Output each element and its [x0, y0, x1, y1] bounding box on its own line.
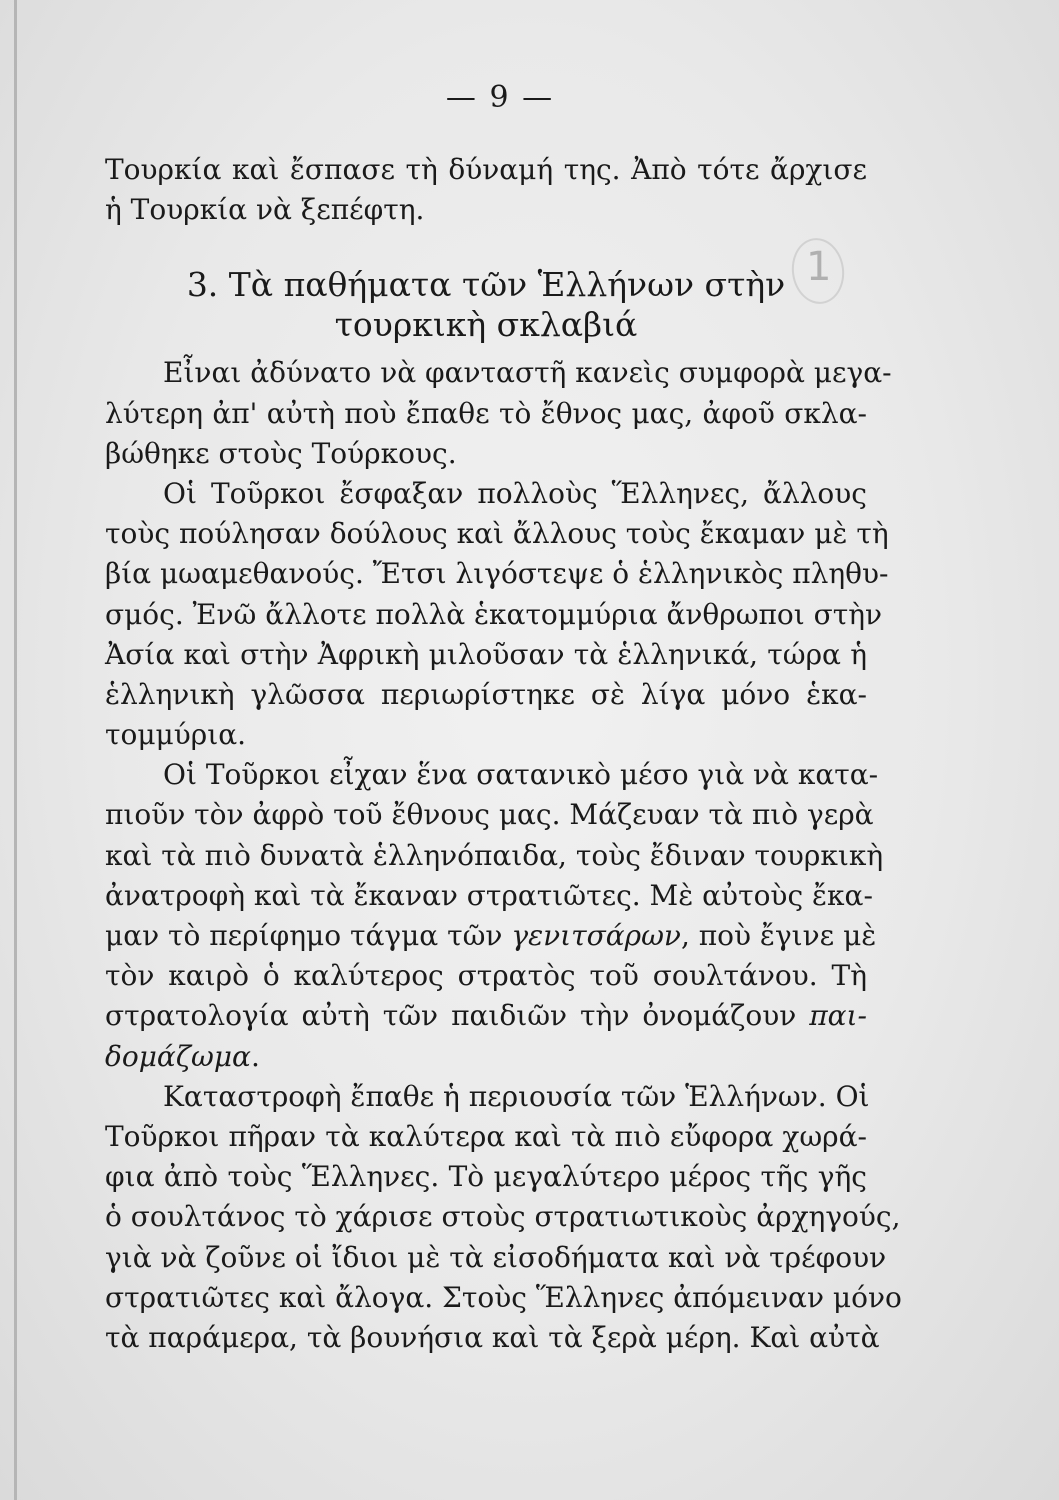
page-edge: [14, 0, 17, 1500]
text-line: Οἱ Τοῦρκοι ἔσφαξαν πολλοὺς Ἕλληνες, ἄλλους: [163, 476, 867, 510]
section-heading: τουρκικὴ σκλαβιά: [334, 305, 638, 345]
paragraph-2: [105, 474, 889, 755]
italic-term: δομάζωμα: [105, 1039, 251, 1073]
page-number: — 9 —: [445, 80, 555, 115]
text-span: στρατολογία αὐτὴ τῶν παιδιῶν τὴν ὀνομάζουν: [105, 999, 810, 1033]
text-span: μαν τὸ περίφημο τάγμα τῶν: [105, 919, 512, 952]
text-span: , ποὺ ἔγινε μὲ: [680, 919, 877, 952]
text-line: [105, 1037, 867, 1077]
text-line: βώθηκε στοὺς Τούρκους.: [105, 436, 457, 470]
text-line: γιὰ νὰ ζοῦνε οἱ ἴδιοι μὲ τὰ εἰσοδήματα καὶ νὰ τρέφουν: [105, 1240, 887, 1274]
text-line: καὶ τὰ πιὸ δυνατὰ ἑλληνόπαιδα, τοὺς ἔδιναν τουρκικὴ: [105, 838, 884, 872]
text-line: στρατιῶτες καὶ ἄλογα. Στοὺς Ἕλληνες ἀπόμειναν μόνο: [105, 1280, 902, 1314]
stamp-mark: 1: [806, 244, 832, 290]
text-line: Τοῦρκοι πῆραν τὰ καλύτερα καὶ τὰ πιὸ εὔφορα χωρά-: [105, 1119, 867, 1153]
text-line: ἡ Τουρκία νὰ ξεπέφτη.: [105, 193, 425, 227]
text-line: πιοῦν τὸν ἀφρὸ τοῦ ἔθνους μας. Μάζευαν τὰ πιὸ γερὰ: [105, 798, 874, 832]
section-heading: 3. Τὰ παθήματα τῶν Ἑλλήνων στὴν: [186, 265, 786, 305]
paragraph-4: [105, 1077, 902, 1358]
text-span: .: [250, 1039, 260, 1073]
text-line: σμός. Ἐνῶ ἄλλοτε πολλὰ ἑκατομμύρια ἄνθρωποι στὴν: [105, 597, 883, 631]
text-line: ὁ σουλτάνος τὸ χάρισε στοὺς στρατιωτικοὺς ἀρχηγούς,: [105, 1200, 901, 1234]
text-line: βία μωαμεθανούς. Ἔτσι λιγόστεψε ὁ ἑλληνικὸς πληθυ-: [105, 557, 889, 591]
paragraph-3: [105, 755, 884, 1077]
text-line: ἑλληνικὴ γλῶσσα περιωρίστηκε σὲ λίγα μόνο ἑκα-: [105, 677, 867, 711]
text-line: Εἶναι ἀδύνατο νὰ φανταστῆ κανεὶς συμφορὰ μεγα-: [163, 356, 892, 390]
text-line: τὸν καιρὸ ὁ καλύτερος στρατὸς τοῦ σουλτάνου. Τὴ: [105, 959, 867, 993]
text-line: τοὺς πούλησαν δούλους καὶ ἄλλους τοὺς ἔκαμαν μὲ τὴ: [105, 517, 889, 551]
italic-term: γενιτσάρων: [511, 919, 681, 952]
paragraph-1: [105, 353, 892, 474]
text-line: ἀνατροφὴ καὶ τὰ ἔκαναν στρατιῶτες. Μὲ αὐτοὺς ἔκα-: [105, 878, 873, 912]
text-line: [105, 916, 877, 956]
text-line: Ἀσία καὶ στὴν Ἀφρικὴ μιλοῦσαν τὰ ἑλληνικά, τώρα ἡ: [105, 637, 867, 671]
italic-term: παι-: [809, 999, 867, 1033]
text-line: Τουρκία καὶ ἔσπασε τὴ δύναμή της. Ἀπὸ τότε ἄρχισε: [105, 153, 867, 186]
text-line: [105, 996, 867, 1036]
text-line: τομμύρια.: [105, 718, 247, 752]
text-line: Οἱ Τοῦρκοι εἶχαν ἕνα σατανικὸ μέσο γιὰ νὰ κατα-: [163, 758, 879, 792]
text-line: λύτερη ἀπ' αὐτὴ ποὺ ἔπαθε τὸ ἔθνος μας, ἀφοῦ σκλα-: [105, 396, 867, 430]
text-line: φια ἀπὸ τοὺς Ἕλληνες. Τὸ μεγαλύτερο μέρος τῆς γῆς: [105, 1160, 867, 1194]
text-line: Καταστροφὴ ἔπαθε ἡ περιουσία τῶν Ἑλλήνων. Οἱ: [163, 1079, 870, 1113]
text-line: τὰ παράμερα, τὰ βουνήσια καὶ τὰ ξερὰ μέρη. Καὶ αὐτὰ: [105, 1320, 880, 1354]
page-content: [105, 150, 902, 1358]
